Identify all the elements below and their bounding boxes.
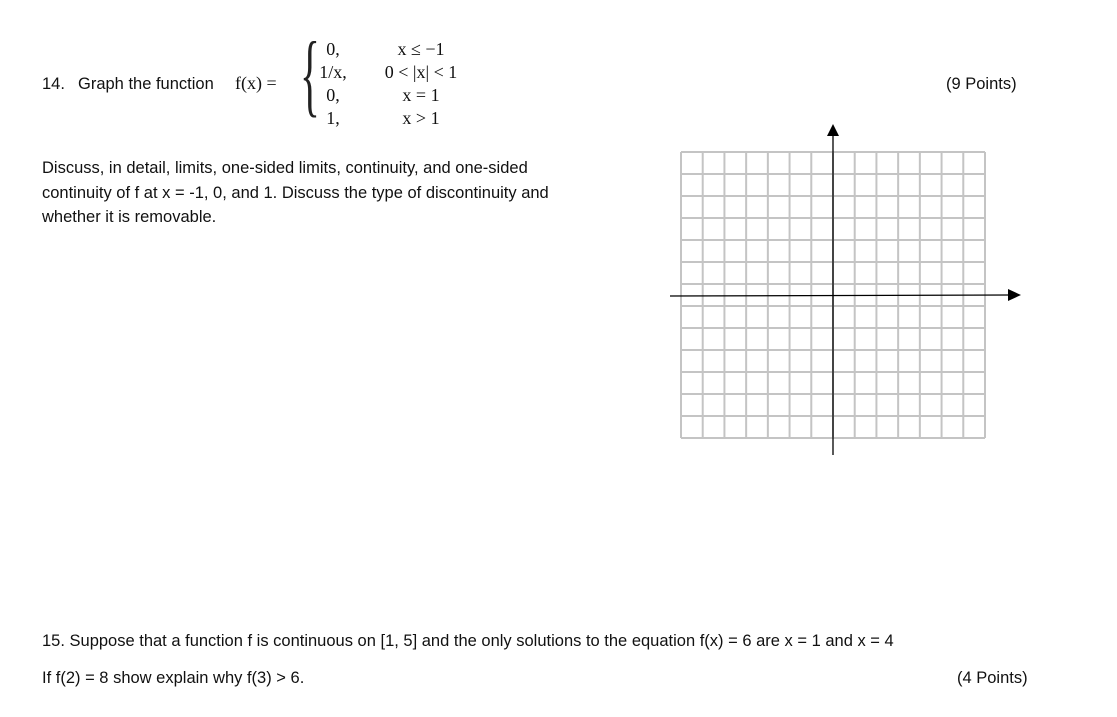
discussion-line: Discuss, in detail, limits, one-sided limits, continuity, and one-sided — [42, 159, 528, 177]
function-name: f(x) = — [235, 73, 277, 93]
case-condition: x = 1 — [402, 85, 440, 105]
q14-points: (9 Points) — [946, 75, 1017, 93]
x-axis — [670, 295, 1010, 296]
case-value: 1/x, — [319, 62, 347, 82]
y-axis-arrow-icon — [827, 124, 839, 136]
case-condition: 0 < |x| < 1 — [384, 62, 458, 82]
case-value: 0, — [326, 39, 340, 59]
case-value: 0, — [326, 85, 340, 105]
q15-question: If f(2) = 8 show explain why f(3) > 6. — [42, 669, 305, 687]
q14-prompt: Graph the function — [78, 75, 214, 93]
case-value: 1, — [326, 108, 340, 128]
brace: { — [300, 23, 320, 125]
q14-number: 14. — [42, 75, 65, 93]
discussion-line: continuity of f at x = -1, 0, and 1. Discuss the type of discontinuity and — [42, 183, 549, 202]
case-condition: x > 1 — [402, 108, 440, 128]
q15-text: 15. Suppose that a function f is continuous on [1, 5] and the only solutions to the equation f(x) = 6 are x = 1 and x = 4 — [42, 632, 894, 650]
case-condition: x ≤ −1 — [397, 39, 445, 59]
discussion-line: whether it is removable. — [42, 208, 217, 226]
x-axis-arrow-icon — [1008, 289, 1021, 301]
q15-points: (4 Points) — [957, 669, 1028, 687]
